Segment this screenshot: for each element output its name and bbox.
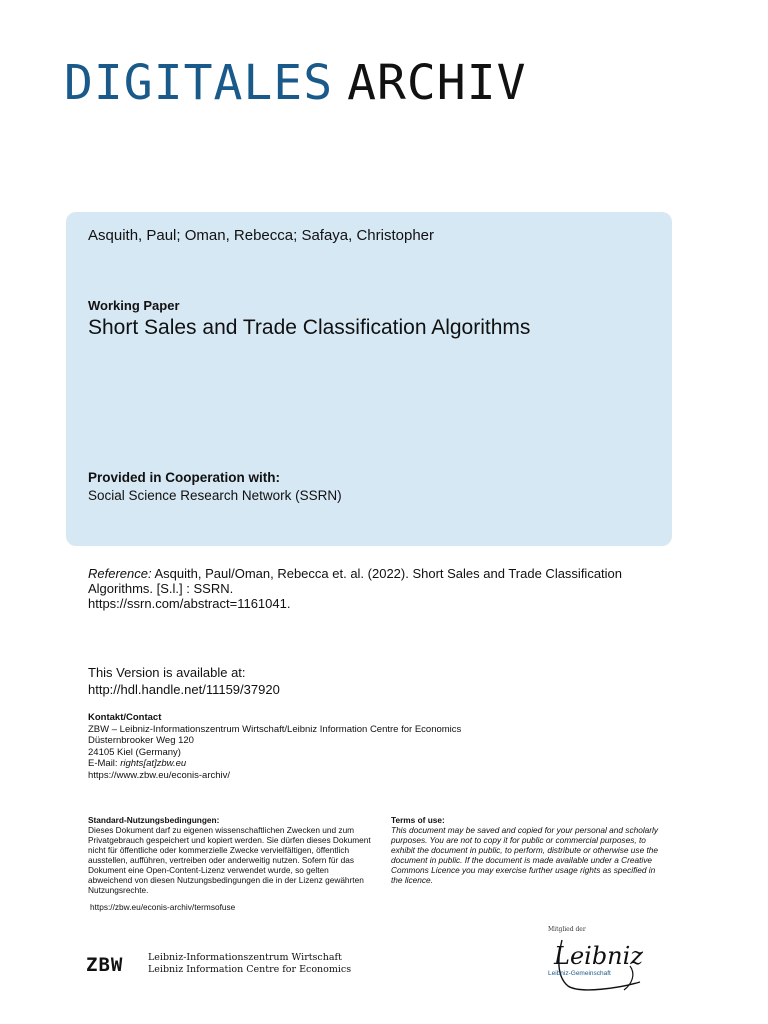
zbw-logo-letters: ZBW xyxy=(86,954,124,976)
reference-citation xyxy=(88,566,648,611)
terms-of-use-link[interactable]: https://zbw.eu/econis-archiv/termsofuse xyxy=(90,902,236,912)
terms-english xyxy=(391,815,661,885)
version-availability xyxy=(88,664,280,698)
cooperation-organization: Social Science Research Network (SSRN) xyxy=(88,488,342,503)
contact-street: Düsternbrooker Weg 120 xyxy=(88,735,194,746)
terms-german-heading: Standard-Nutzungsbedingungen: xyxy=(88,815,220,825)
zbw-name-english: Leibniz Information Centre for Economics xyxy=(148,964,352,975)
logo-part-digitales: DIGITALES xyxy=(64,55,334,111)
contact-web[interactable]: https://www.zbw.eu/econis-archiv/ xyxy=(88,769,231,781)
document-type: Working Paper xyxy=(88,298,180,313)
terms-german-body: Dieses Dokument darf zu eigenen wissenschaftlichen Zwecken und zum Privatgebrauch gespeichert und kopiert werden. Sie dürfen dieses Dokument nicht für öffentliche oder kommerzielle Zwecke vervielfältigen, öffentlich ausstellen, aufführen, vertreiben oder anderweitig nutzen. Sofern für das Dokument eine Open-Content-Lizenz verwendet wurde, so gelten abweichend von diesen Nutzungsbedingungen die in der Lizenz gewährten Nutzungsrechte. xyxy=(88,825,371,895)
contact-email-row xyxy=(88,758,461,770)
digitales-archiv-logo xyxy=(64,55,527,111)
cover-info-box xyxy=(66,212,672,546)
contact-email-label: E-Mail: xyxy=(88,758,121,769)
logo-part-archiv: ARCHIV xyxy=(347,55,527,111)
reference-url[interactable]: https://ssrn.com/abstract=1161041. xyxy=(88,596,291,611)
version-label: This Version is available at: xyxy=(88,665,246,680)
contact-email[interactable]: rights[at]zbw.eu xyxy=(120,758,187,769)
contact-org: ZBW – Leibniz-Informationszentrum Wirtschaft/Leibniz Information Centre for Economics xyxy=(88,723,462,735)
terms-german xyxy=(88,815,373,895)
leibniz-member-label: Mitglied der xyxy=(548,926,586,933)
contact-block xyxy=(88,712,461,781)
reference-text: Asquith, Paul/Oman, Rebecca et. al. (2022). Short Sales and Trade Classification Algorithms. [S.l.] : SSRN. xyxy=(88,566,623,596)
contact-heading: Kontakt/Contact xyxy=(88,712,162,723)
contact-city: 24105 Kiel (Germany) xyxy=(88,746,181,758)
version-url[interactable]: http://hdl.handle.net/11159/37920 xyxy=(88,682,280,697)
zbw-logo-mark xyxy=(86,952,138,976)
leibniz-association-label: Leibniz-Gemeinschaft xyxy=(548,970,611,977)
terms-english-heading: Terms of use: xyxy=(391,815,445,825)
authors: Asquith, Paul; Oman, Rebecca; Safaya, Christopher xyxy=(88,227,435,244)
zbw-name-german: Leibniz-Informationszentrum Wirtschaft xyxy=(148,952,342,963)
leibniz-member-logo xyxy=(540,926,650,998)
reference-label: Reference: xyxy=(88,566,152,581)
leibniz-signature-icon xyxy=(540,926,650,998)
zbw-name xyxy=(148,952,351,976)
document-title: Short Sales and Trade Classification Algorithms xyxy=(88,316,531,339)
terms-english-body: This document may be saved and copied for your personal and scholarly purposes. You are not to copy it for public or commercial purposes, to exhibit the document in public, to perform, distribute or otherwise use the document in public. If the document is made available under a Creative Commons Licence you may exercise further usage rights as specified in the licence. xyxy=(391,825,659,885)
zbw-logo-icon xyxy=(86,952,138,976)
cooperation-label: Provided in Cooperation with: xyxy=(88,470,280,485)
leibniz-signature-text: Leibniz xyxy=(554,942,643,970)
